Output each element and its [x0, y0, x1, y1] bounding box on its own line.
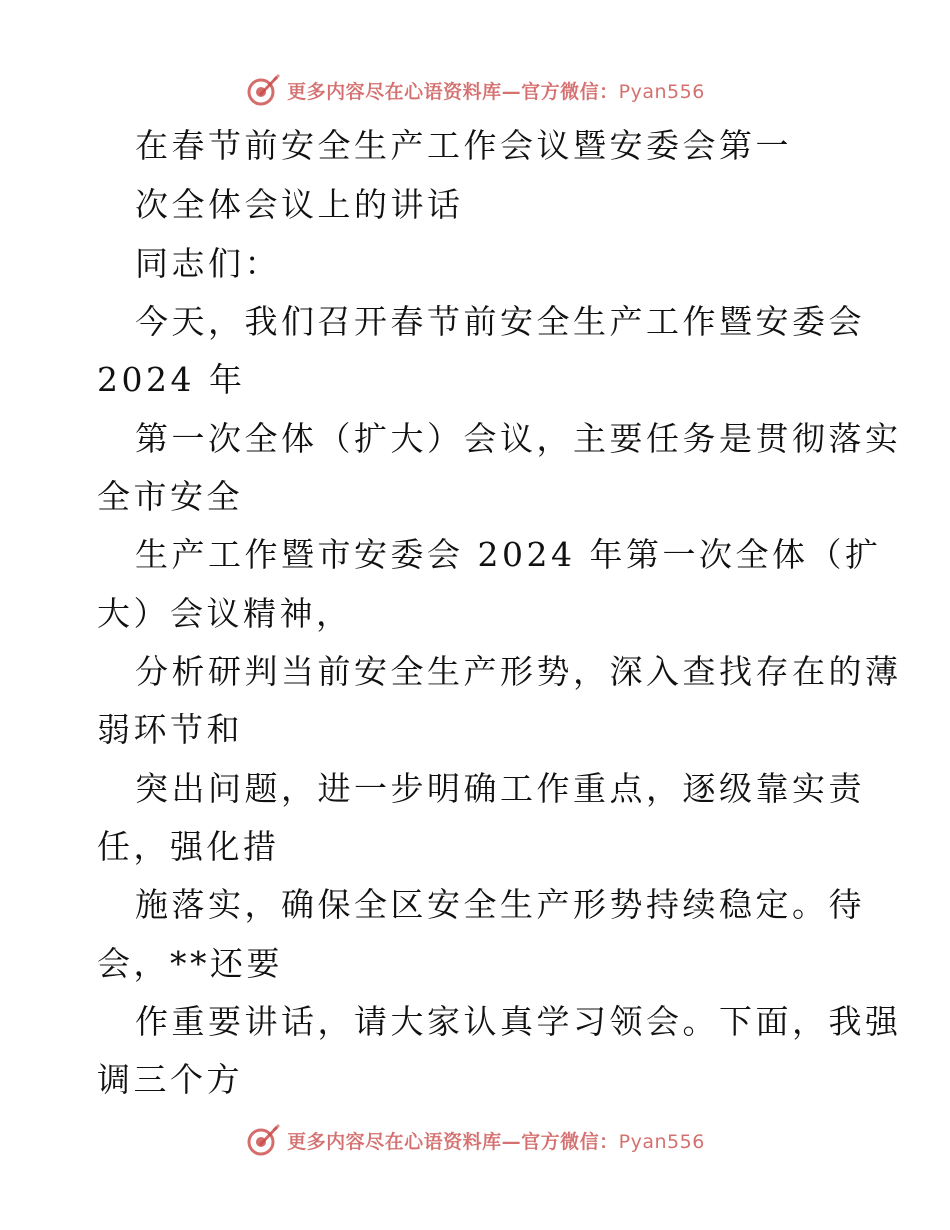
paragraph-line: 今天，我们召开春节前安全生产工作暨安委会: [135, 302, 865, 341]
paragraph-line: 生产工作暨市安委会 2024 年第一次全体（扩: [135, 535, 882, 574]
watermark-text: 更多内容尽在心语资料库—官方微信：Pyan556: [287, 1130, 705, 1153]
paragraph-line: 大）会议精神，: [97, 594, 353, 633]
quill-logo-icon: [245, 1122, 281, 1158]
document-title-line-1: 在春节前安全生产工作会议暨安委会第一: [135, 126, 792, 165]
paragraph-line: 2024 年: [97, 360, 246, 399]
paragraph-line: 调三个方: [97, 1060, 243, 1099]
salutation: 同志们：: [135, 244, 281, 283]
paragraph-line: 分析研判当前安全生产形势，深入查找存在的薄: [135, 652, 902, 691]
paragraph-line: 会，**还要: [97, 944, 283, 983]
document-title-line-2: 次全体会议上的讲话: [135, 185, 464, 224]
paragraph-line: 弱环节和: [97, 710, 243, 749]
paragraph-line: 第一次全体（扩大）会议，主要任务是贯彻落实: [135, 419, 902, 458]
paragraph-line: 任，强化措: [97, 827, 280, 866]
paragraph-line: 突出问题，进一步明确工作重点，逐级靠实责: [135, 769, 865, 808]
paragraph-line: 施落实，确保全区安全生产形势持续稳定。待: [135, 885, 865, 924]
watermark-footer: [0, 1120, 950, 1160]
watermark-text: 更多内容尽在心语资料库—官方微信：Pyan556: [287, 80, 705, 103]
paragraph-line: 作重要讲话，请大家认真学习领会。下面，我强: [135, 1002, 902, 1041]
paragraph-line: 全市安全: [97, 477, 243, 516]
